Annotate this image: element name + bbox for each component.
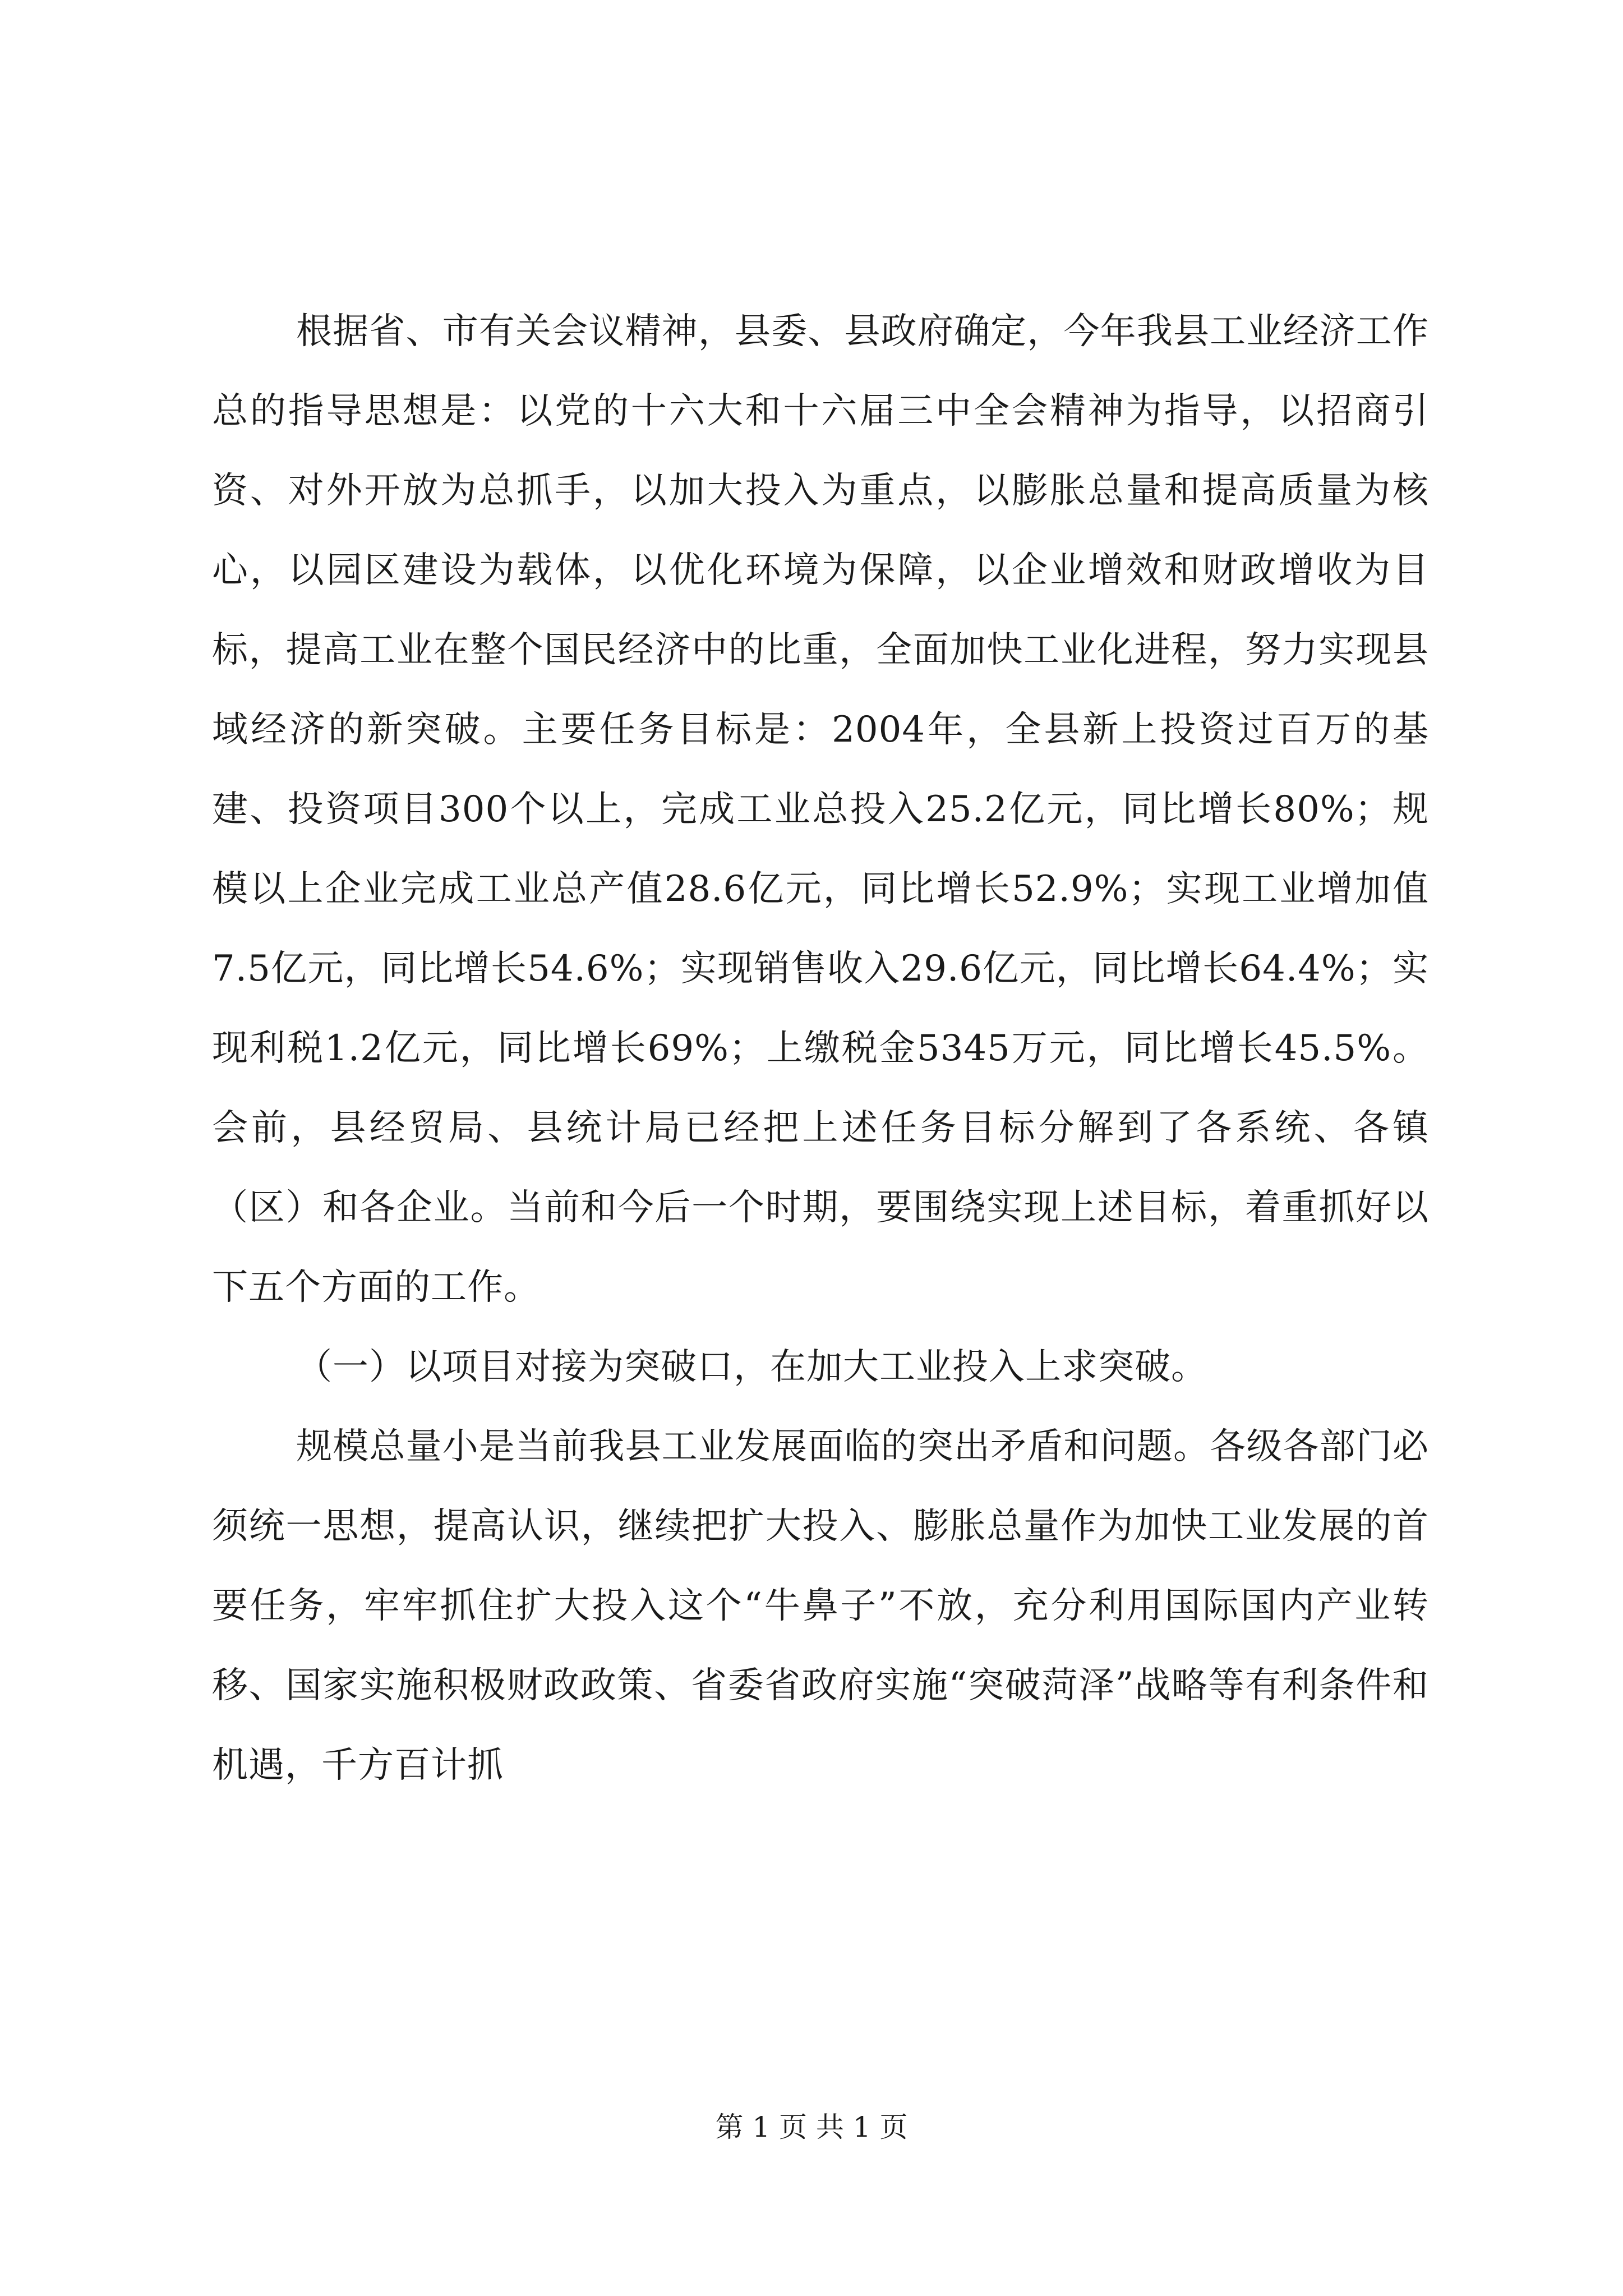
paragraph-investment: 规模总量小是当前我县工业发展面临的突出矛盾和问题。各级各部门必须统一思想，提高认识，继续把扩大投入、膨胀总量作为加快工业发展的首要任务，牢牢抓住扩大投入这个“牛鼻子”不放，充分利用国际国内产业转移、国家实施积极财政政策、省委省政府实施“突破菏泽”战略等有利条件和机遇，千方百计抓 bbox=[212, 1426, 1429, 1786]
section-heading-1: （一）以项目对接为突破口，在加大工业投入上求突破。 bbox=[296, 1346, 1207, 1388]
document-body bbox=[212, 292, 1429, 1805]
paragraph-guiding-ideology: 根据省、市有关会议精神，县委、县政府确定，今年我县工业经济工作总的指导思想是：以党的十六大和十六届三中全会精神为指导，以招商引资、对外开放为总抓手，以加大投入为重点，以膨胀总量和提高质量为核心，以园区建设为载体，以优化环境为保障，以企业增效和财政增收为目标，提高工业在整个国民经济中的比重，全面加快工业化进程，努力实现县域经济的新突破。主要任务目标是：2004年，全县新上投资过百万的基建、投资项目300个以上，完成工业总投入25.2亿元，同比增长80%；规模以上企业完成工业总产值28.6亿元，同比增长52.9%；实现工业增加值7.5亿元，同比增长54.6%；实现销售收入29.6亿元，同比增长64.4%；实现利税1.2亿元，同比增长69%；上缴税金5345万元，同比增长45.5%。会前，县经贸局、县统计局已经把上述任务目标分解到了各系统、各镇（区）和各企业。当前和今后一个时期，要围绕实现上述目标，着重抓好以下五个方面的工作。 bbox=[212, 311, 1429, 1308]
page-footer: 第 1 页 共 1 页 bbox=[715, 2111, 908, 2143]
